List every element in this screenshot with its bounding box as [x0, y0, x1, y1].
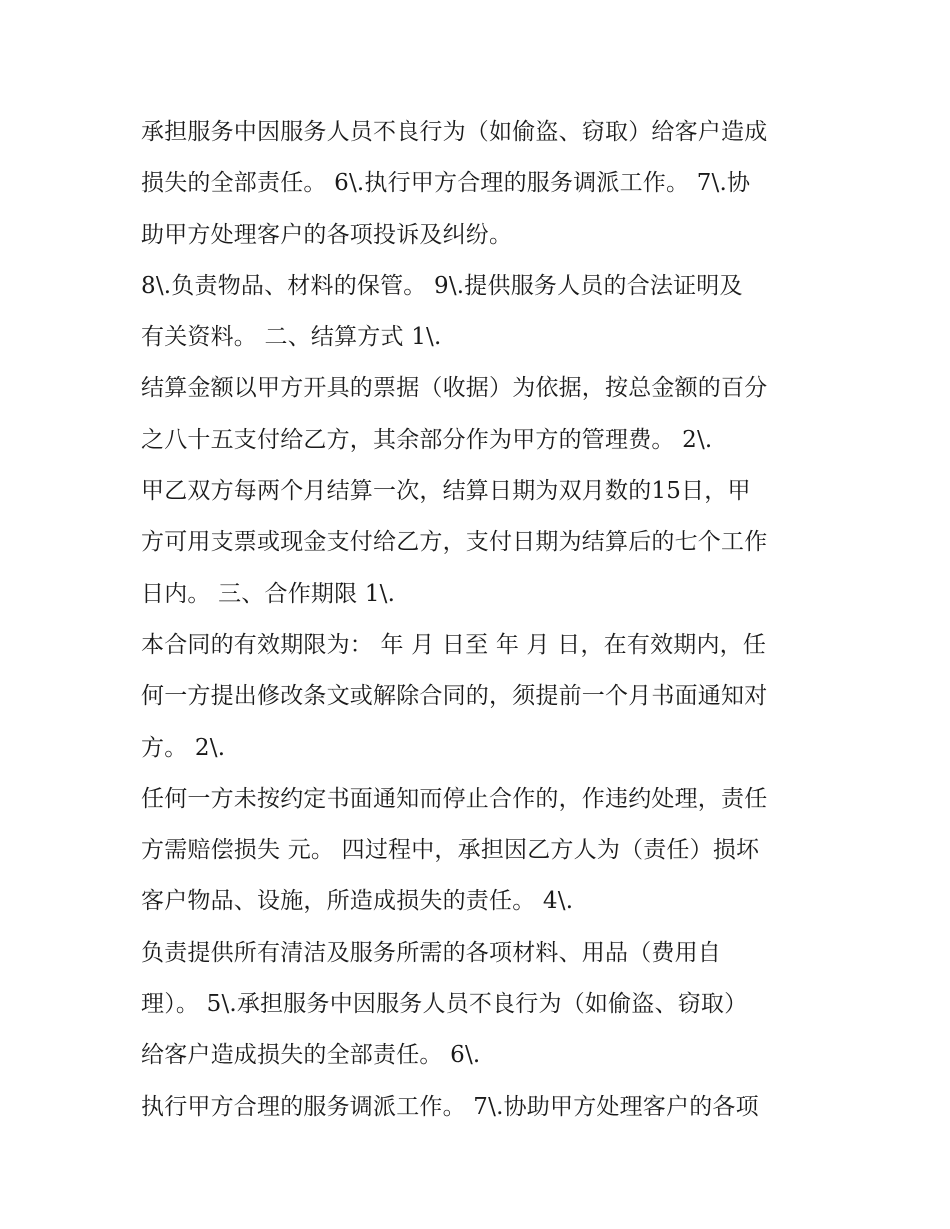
text-line: 方。 2\.: [141, 734, 226, 761]
text-line: 结算金额以甲方开具的票据（收据）为依据，按总金额的百分: [141, 375, 768, 402]
text-line: 8\.负责物品、材料的保管。 9\.提供服务人员的合法证明及: [141, 272, 743, 299]
text-line: 理）。 5\.承担服务中因服务人员不良行为（如偷盗、窃取）: [141, 991, 748, 1018]
text-line: 任何一方未按约定书面通知而停止合作的，作违约处理，责任: [141, 785, 768, 812]
document-body: [141, 107, 821, 1133]
text-line: 执行甲方合理的服务调派工作。 7\.协助甲方处理客户的各项: [141, 1093, 759, 1120]
text-line: 助甲方处理客户的各项投诉及纠纷。: [141, 221, 513, 248]
text-line: 何一方提出修改条文或解除合同的，须提前一个月书面通知对: [141, 683, 768, 710]
text-line: 损失的全部责任。 6\.执行甲方合理的服务调派工作。 7\.协: [141, 170, 751, 197]
text-line: 日内。 三、合作期限 1\.: [141, 580, 396, 607]
text-line: 甲乙双方每两个月结算一次，结算日期为双月数的15日，甲: [141, 478, 751, 505]
text-line: 负责提供所有清洁及服务所需的各项材料、用品（费用自: [141, 939, 721, 966]
text-line: 之八十五支付给乙方，其余部分作为甲方的管理费。 2\.: [141, 426, 713, 453]
text-line: 方需赔偿损失 元。 四过程中，承担因乙方人为（责任）损坏: [141, 837, 760, 864]
text-line: 有关资料。 二、结算方式 1\.: [141, 324, 442, 351]
text-line: 客户物品、设施，所造成损失的责任。 4\.: [141, 888, 574, 915]
text-line: 本合同的有效期限为： 年 月 日至 年 月 日，在有效期内，任: [141, 631, 767, 658]
text-line: 给客户造成损失的全部责任。 6\.: [141, 1042, 481, 1069]
text-line: 方可用支票或现金支付给乙方，支付日期为结算后的七个工作: [141, 529, 768, 556]
text-line: 承担服务中因服务人员不良行为（如偷盗、窃取）给客户造成: [141, 119, 768, 145]
